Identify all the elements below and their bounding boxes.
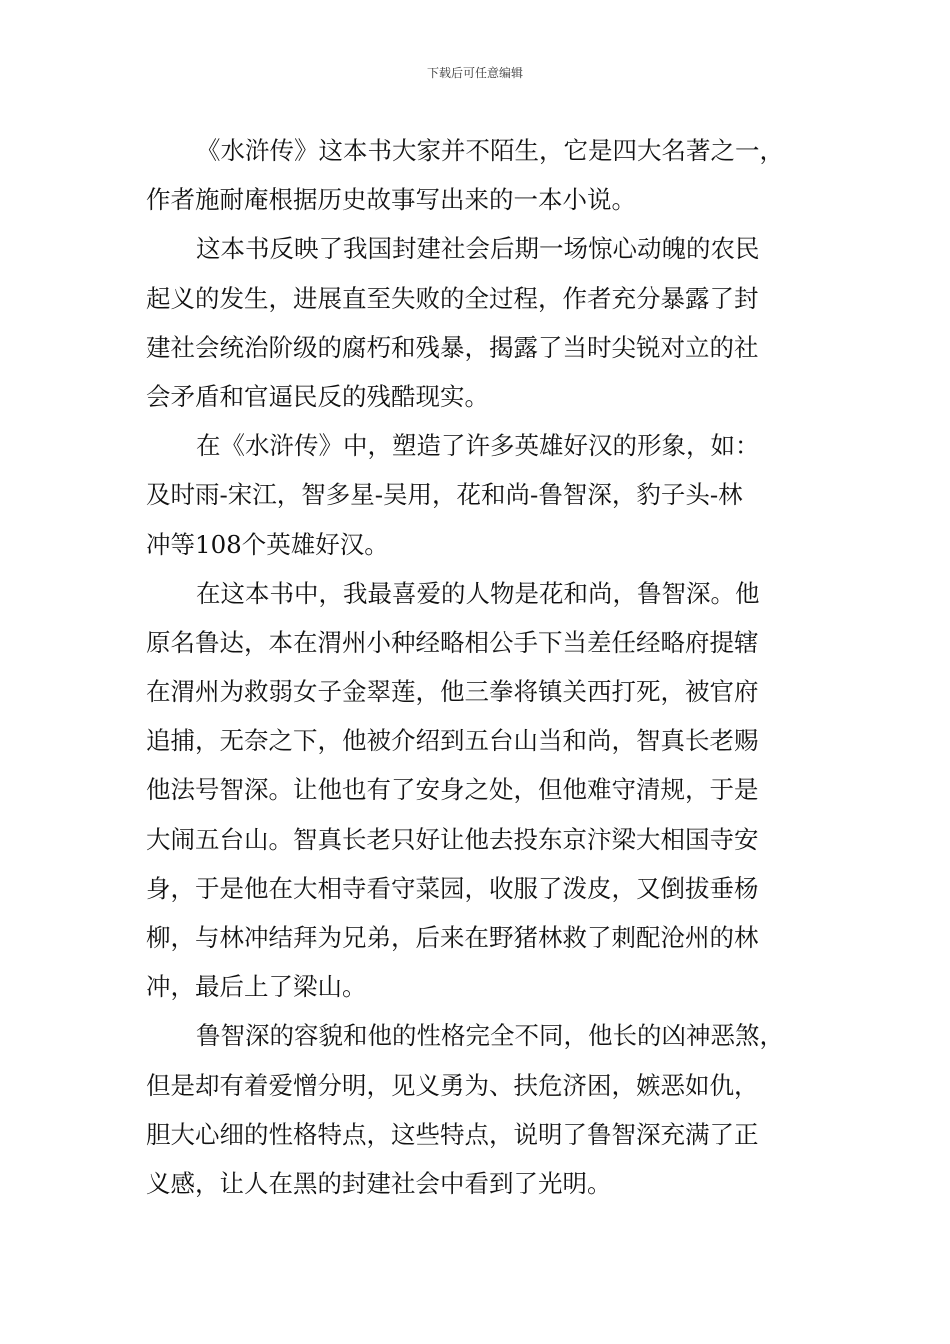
text-line: 在这本书中，我最喜爱的人物是花和尚，鲁智深。他 — [196, 578, 760, 608]
text-line: 柳，与林冲结拜为兄弟，后来在野猪林救了刺配沧州的林 — [146, 923, 759, 952]
text-line: 原名鲁达，本在渭州小种经略相公手下当差任经略府提辖 — [146, 627, 759, 657]
text-line: 鲁智深的容貌和他的性格完全不同，他长的凶神恶煞， — [196, 1021, 784, 1051]
text-line: 建社会统治阶级的腐朽和残暴，揭露了当时尖锐对立的社 — [146, 332, 759, 362]
page-header: 下载后可任意编辑 — [426, 66, 523, 80]
text-line: 起义的发生，进展直至失败的全过程，作者充分暴露了封 — [146, 283, 759, 313]
text-line: 作者施耐庵根据历史故事写出来的一本小说。 — [146, 185, 636, 215]
document-body — [146, 126, 836, 1208]
text-line: 追捕，无奈之下，他被介绍到五台山当和尚，智真长老赐 — [146, 726, 759, 756]
text-line: 冲，最后上了梁山。 — [146, 972, 367, 1002]
text-line: 他法号智深。让他也有了安身之处，但他难守清规，于是 — [146, 775, 759, 805]
paragraph-4 — [146, 569, 836, 1012]
text-line: 冲等108个英雄好汉。 — [146, 529, 389, 559]
paragraph-1 — [146, 126, 836, 224]
text-line: 会矛盾和官逼民反的残酷现实。 — [146, 381, 489, 411]
text-line: 《水浒传》这本书大家并不陌生，它是四大名著之一， — [196, 136, 784, 165]
paragraph-3 — [146, 421, 836, 569]
text-line: 在《水浒传》中，塑造了许多英雄好汉的形象，如： — [196, 431, 760, 461]
text-line: 但是却有着爱憎分明，见义勇为、扶危济困，嫉恶如仇， — [146, 1070, 759, 1100]
paragraph-5 — [146, 1011, 836, 1208]
text-line: 大闹五台山。智真长老只好让他去投东京汴梁大相国寺安 — [146, 824, 759, 854]
text-line: 胆大心细的性格特点，这些特点，说明了鲁智深充满了正 — [146, 1119, 759, 1149]
text-line: 在渭州为救弱女子金翠莲，他三拳将镇关西打死，被官府 — [146, 677, 759, 707]
text-line: 这本书反映了我国封建社会后期一场惊心动魄的农民 — [196, 234, 760, 264]
text-line: 身，于是他在大相寺看守菜园，收服了泼皮，又倒拔垂杨 — [146, 873, 759, 903]
text-line: 义感，让人在黑的封建社会中看到了光明。 — [146, 1168, 612, 1198]
text-line: 及时雨-宋江，智多星-吴用，花和尚-鲁智深，豹子头-林 — [146, 480, 743, 510]
paragraph-2 — [146, 224, 836, 421]
